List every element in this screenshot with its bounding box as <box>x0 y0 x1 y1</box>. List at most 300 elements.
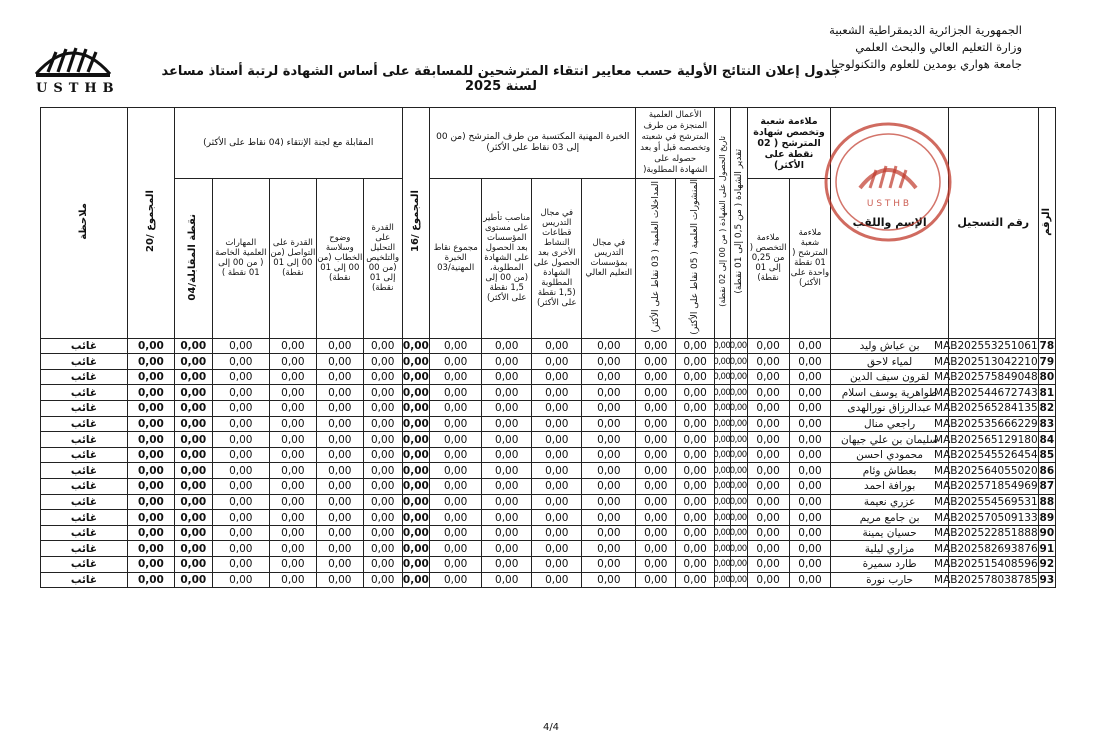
skills-value: 0,00 <box>212 385 269 401</box>
grade-value: 0,00 <box>731 572 747 588</box>
note-value: غائب <box>41 447 128 463</box>
experience-total-value: 0,00 <box>430 369 482 385</box>
teaching-other-value: 0,00 <box>532 572 582 588</box>
sum20-value: 0,00 <box>127 494 174 510</box>
teaching-higher-ed-value: 0,00 <box>582 338 636 354</box>
col-grade-header: تقدير الشهادة ( من 0,5 إلى 01 نقطة) <box>731 108 747 339</box>
experience-total-value: 0,00 <box>430 525 482 541</box>
supervision-value: 0,00 <box>482 432 532 448</box>
table-row <box>41 572 1056 588</box>
presentations-value: 0,00 <box>636 385 676 401</box>
communication-value: 0,00 <box>269 494 316 510</box>
clarity-value: 0,00 <box>316 557 363 573</box>
registration-number: MAB202565284135 <box>934 402 1038 415</box>
table-row <box>41 369 1056 385</box>
communication-value: 0,00 <box>269 510 316 526</box>
group-specialty-header: ملاءمة شعبة وتخصص شهادة المترشح ( 02 نقطة على الأكثر) <box>747 108 831 179</box>
clarity-value: 0,00 <box>316 572 363 588</box>
registration-number: MAB202564055020 <box>934 464 1038 477</box>
registration-number: MAB202522851888 <box>934 527 1038 540</box>
communication-value: 0,00 <box>269 463 316 479</box>
experience-total-value: 0,00 <box>430 401 482 417</box>
teaching-higher-ed-value: 0,00 <box>582 541 636 557</box>
date-value: 0,00 <box>715 369 731 385</box>
col-name-header: الإسم واللقب <box>831 108 948 339</box>
publications-value: 0,00 <box>676 541 715 557</box>
note-value: غائب <box>41 338 128 354</box>
date-value: 0,00 <box>715 447 731 463</box>
table-row <box>41 385 1056 401</box>
presentations-value: 0,00 <box>636 479 676 495</box>
teaching-other-value: 0,00 <box>532 369 582 385</box>
field-match-value: 0,00 <box>789 401 831 417</box>
clarity-value: 0,00 <box>316 385 363 401</box>
registration-number: MAB202578038785 <box>934 573 1038 586</box>
clarity-value: 0,00 <box>316 369 363 385</box>
note-value: غائب <box>41 463 128 479</box>
interview-score-value: 0,00 <box>174 401 212 417</box>
logo-text: USTHB <box>36 81 120 96</box>
col-sum16-header: المجموع /16 <box>402 108 430 339</box>
field-match-value: 0,00 <box>789 369 831 385</box>
registration-number: MAB202565129180 <box>934 433 1038 446</box>
candidate-name: حارب نورة <box>831 572 948 588</box>
presentations-value: 0,00 <box>636 338 676 354</box>
skills-value: 0,00 <box>212 510 269 526</box>
teaching-other-value: 0,00 <box>532 525 582 541</box>
specialty-match-value: 0,00 <box>747 525 789 541</box>
teaching-higher-ed-value: 0,00 <box>582 432 636 448</box>
skills-value: 0,00 <box>212 541 269 557</box>
registration-number: MAB202545526454 <box>934 449 1038 462</box>
analysis-value: 0,00 <box>363 541 402 557</box>
grade-value: 0,00 <box>731 447 747 463</box>
note-value: غائب <box>41 572 128 588</box>
teaching-other-value: 0,00 <box>532 354 582 370</box>
skills-value: 0,00 <box>212 432 269 448</box>
experience-total-value: 0,00 <box>430 416 482 432</box>
clarity-value: 0,00 <box>316 494 363 510</box>
clarity-value: 0,00 <box>316 525 363 541</box>
sum16-value: 0,00 <box>402 386 429 399</box>
experience-total-value: 0,00 <box>430 463 482 479</box>
table-row <box>41 510 1056 526</box>
specialty-match-value: 0,00 <box>747 432 789 448</box>
table-row <box>41 494 1056 510</box>
sum16-value: 0,00 <box>402 511 429 524</box>
sum20-value: 0,00 <box>127 541 174 557</box>
candidate-name: راجعي منال <box>831 416 948 432</box>
supervision-value: 0,00 <box>482 385 532 401</box>
sum16-value: 0,00 <box>402 355 429 368</box>
note-value: غائب <box>41 479 128 495</box>
publications-value: 0,00 <box>676 557 715 573</box>
supervision-value: 0,00 <box>482 541 532 557</box>
communication-value: 0,00 <box>269 416 316 432</box>
presentations-value: 0,00 <box>636 557 676 573</box>
date-value: 0,00 <box>715 557 731 573</box>
communication-value: 0,00 <box>269 369 316 385</box>
sum20-value: 0,00 <box>127 479 174 495</box>
publications-value: 0,00 <box>676 510 715 526</box>
experience-total-value: 0,00 <box>430 541 482 557</box>
specialty-match-value: 0,00 <box>747 572 789 588</box>
interview-score-value: 0,00 <box>174 525 212 541</box>
col-interview-score-header: نقطة المقابلة/04 <box>174 179 212 339</box>
sum20-value: 0,00 <box>127 338 174 354</box>
header-line-ministry: وزارة التعليم العالي والبحث العلمي <box>855 40 1022 54</box>
communication-value: 0,00 <box>269 541 316 557</box>
publications-value: 0,00 <box>676 416 715 432</box>
row-number: 85 <box>1039 449 1055 462</box>
teaching-higher-ed-value: 0,00 <box>582 479 636 495</box>
supervision-value: 0,00 <box>482 479 532 495</box>
header-line-republic: الجمهورية الجزائرية الديمقراطية الشعبية <box>829 23 1022 37</box>
analysis-value: 0,00 <box>363 385 402 401</box>
col-supervision-header: مناصب تأطير على مستوى المؤسسات بعد الحصول على الشهادة المطلوبة، (من 00 إلى 1,5 نقطة على الأكثر) <box>482 179 532 339</box>
col-field-match-header: ملاءمة شعبة المترشح ( 01 نقطة واحدة على الأكثر) <box>789 179 831 339</box>
analysis-value: 0,00 <box>363 401 402 417</box>
date-value: 0,00 <box>715 385 731 401</box>
grade-value: 0,00 <box>731 354 747 370</box>
candidate-name: بن عياش وليد <box>831 338 948 354</box>
skills-value: 0,00 <box>212 401 269 417</box>
experience-total-value: 0,00 <box>430 432 482 448</box>
grade-value: 0,00 <box>731 494 747 510</box>
presentations-value: 0,00 <box>636 369 676 385</box>
sum16-value: 0,00 <box>402 558 429 571</box>
interview-score-value: 0,00 <box>174 369 212 385</box>
col-reg-header: رقم التسجيل <box>948 108 1038 339</box>
sum16-value: 0,00 <box>402 464 429 477</box>
publications-value: 0,00 <box>676 338 715 354</box>
sum20-value: 0,00 <box>127 510 174 526</box>
teaching-other-value: 0,00 <box>532 338 582 354</box>
analysis-value: 0,00 <box>363 447 402 463</box>
table-row <box>41 557 1056 573</box>
specialty-match-value: 0,00 <box>747 369 789 385</box>
interview-score-value: 0,00 <box>174 494 212 510</box>
note-value: غائب <box>41 354 128 370</box>
interview-score-value: 0,00 <box>174 510 212 526</box>
note-value: غائب <box>41 369 128 385</box>
table-row <box>41 354 1056 370</box>
analysis-value: 0,00 <box>363 479 402 495</box>
skills-value: 0,00 <box>212 572 269 588</box>
specialty-match-value: 0,00 <box>747 338 789 354</box>
teaching-other-value: 0,00 <box>532 385 582 401</box>
interview-score-value: 0,00 <box>174 432 212 448</box>
specialty-match-value: 0,00 <box>747 416 789 432</box>
clarity-value: 0,00 <box>316 416 363 432</box>
presentations-value: 0,00 <box>636 354 676 370</box>
col-sum20-header: المجموع /20 <box>127 108 174 339</box>
publications-value: 0,00 <box>676 463 715 479</box>
candidate-name: محمودي احسن <box>831 447 948 463</box>
grade-value: 0,00 <box>731 525 747 541</box>
analysis-value: 0,00 <box>363 432 402 448</box>
grade-value: 0,00 <box>731 385 747 401</box>
teaching-other-value: 0,00 <box>532 479 582 495</box>
sum20-value: 0,00 <box>127 557 174 573</box>
analysis-value: 0,00 <box>363 494 402 510</box>
presentations-value: 0,00 <box>636 494 676 510</box>
skills-value: 0,00 <box>212 416 269 432</box>
field-match-value: 0,00 <box>789 447 831 463</box>
sum16-value: 0,00 <box>402 371 429 384</box>
analysis-value: 0,00 <box>363 557 402 573</box>
registration-number: MAB202515408596 <box>934 558 1038 571</box>
col-date-header: تاريخ الحصول على الشهادة ( من 00 إلى 02 نقطة) <box>715 108 731 339</box>
interview-score-value: 0,00 <box>174 416 212 432</box>
supervision-value: 0,00 <box>482 338 532 354</box>
clarity-value: 0,00 <box>316 447 363 463</box>
candidate-name: طواهرية يوسف اسلام <box>831 385 948 401</box>
table-row <box>41 463 1056 479</box>
teaching-other-value: 0,00 <box>532 416 582 432</box>
teaching-higher-ed-value: 0,00 <box>582 416 636 432</box>
usthb-logo <box>30 38 120 96</box>
skills-value: 0,00 <box>212 525 269 541</box>
field-match-value: 0,00 <box>789 479 831 495</box>
registration-number: MAB202553251061 <box>934 339 1038 352</box>
group-experience-header: الخبرة المهنية المكتسبة من طرف المترشح (من 00 إلى 03 نقاط على الأكثر) <box>430 108 636 179</box>
specialty-match-value: 0,00 <box>747 354 789 370</box>
interview-score-value: 0,00 <box>174 354 212 370</box>
note-value: غائب <box>41 494 128 510</box>
analysis-value: 0,00 <box>363 510 402 526</box>
registration-number: MAB202575849048 <box>934 371 1038 384</box>
teaching-higher-ed-value: 0,00 <box>582 525 636 541</box>
row-number: 82 <box>1039 402 1055 415</box>
clarity-value: 0,00 <box>316 354 363 370</box>
sum20-value: 0,00 <box>127 447 174 463</box>
specialty-match-value: 0,00 <box>747 541 789 557</box>
skills-value: 0,00 <box>212 479 269 495</box>
row-number: 87 <box>1039 480 1055 493</box>
results-table-body <box>41 338 1056 588</box>
supervision-value: 0,00 <box>482 463 532 479</box>
interview-score-value: 0,00 <box>174 385 212 401</box>
field-match-value: 0,00 <box>789 525 831 541</box>
sum20-value: 0,00 <box>127 401 174 417</box>
clarity-value: 0,00 <box>316 479 363 495</box>
candidate-name: بورافة احمد <box>831 479 948 495</box>
candidate-name: بن جامع مريم <box>831 510 948 526</box>
note-value: غائب <box>41 385 128 401</box>
field-match-value: 0,00 <box>789 494 831 510</box>
note-value: غائب <box>41 557 128 573</box>
sum20-value: 0,00 <box>127 369 174 385</box>
grade-value: 0,00 <box>731 416 747 432</box>
col-communication-header: القدرة على التواصل (من 00 إلى 01 نقطة) <box>269 179 316 339</box>
field-match-value: 0,00 <box>789 463 831 479</box>
communication-value: 0,00 <box>269 354 316 370</box>
registration-number: MAB202544672743 <box>934 386 1038 399</box>
field-match-value: 0,00 <box>789 572 831 588</box>
col-specialty-match-header: ملاءمة التخصص ( من 0,25 إلى 01 نقطة) <box>747 179 789 339</box>
sum20-value: 0,00 <box>127 463 174 479</box>
note-value: غائب <box>41 525 128 541</box>
interview-score-value: 0,00 <box>174 447 212 463</box>
date-value: 0,00 <box>715 338 731 354</box>
presentations-value: 0,00 <box>636 525 676 541</box>
supervision-value: 0,00 <box>482 572 532 588</box>
candidate-name: مزاري ليلية <box>831 541 948 557</box>
teaching-other-value: 0,00 <box>532 463 582 479</box>
field-match-value: 0,00 <box>789 385 831 401</box>
teaching-higher-ed-value: 0,00 <box>582 572 636 588</box>
page-title: جدول إعلان النتائج الأولية حسب معايير انتقاء المترشحين للمسابقة على أساس الشهادة لرتبة أستاذ مساعد لسنة 2025 <box>161 64 841 94</box>
specialty-match-value: 0,00 <box>747 479 789 495</box>
specialty-match-value: 0,00 <box>747 385 789 401</box>
col-clarity-header: وضوح وسلاسة الخطاب (من 00 إلى 01 نقطة) <box>316 179 363 339</box>
supervision-value: 0,00 <box>482 447 532 463</box>
header-line-university: جامعة هواري بومدين للعلوم والتكنولوجيا <box>831 57 1022 71</box>
row-number: 92 <box>1039 558 1055 571</box>
skills-value: 0,00 <box>212 354 269 370</box>
experience-total-value: 0,00 <box>430 447 482 463</box>
date-value: 0,00 <box>715 432 731 448</box>
clarity-value: 0,00 <box>316 401 363 417</box>
analysis-value: 0,00 <box>363 463 402 479</box>
teaching-other-value: 0,00 <box>532 432 582 448</box>
grade-value: 0,00 <box>731 369 747 385</box>
date-value: 0,00 <box>715 541 731 557</box>
sum20-value: 0,00 <box>127 354 174 370</box>
analysis-value: 0,00 <box>363 338 402 354</box>
note-value: غائب <box>41 401 128 417</box>
candidate-name: لقرون سيف الدين <box>831 369 948 385</box>
col-teaching-higher-ed-header: في مجال التدريس بمؤسسات التعليم العالي <box>582 179 636 339</box>
publications-value: 0,00 <box>676 479 715 495</box>
row-number: 93 <box>1039 573 1055 586</box>
date-value: 0,00 <box>715 401 731 417</box>
table-row <box>41 338 1056 354</box>
teaching-other-value: 0,00 <box>532 401 582 417</box>
communication-value: 0,00 <box>269 447 316 463</box>
presentations-value: 0,00 <box>636 401 676 417</box>
communication-value: 0,00 <box>269 401 316 417</box>
teaching-higher-ed-value: 0,00 <box>582 401 636 417</box>
col-experience-total-header: مجموع نقاط الخبرة المهنية/03 <box>430 179 482 339</box>
sum20-value: 0,00 <box>127 385 174 401</box>
registration-number: MAB202570509133 <box>934 511 1038 524</box>
presentations-value: 0,00 <box>636 463 676 479</box>
interview-score-value: 0,00 <box>174 338 212 354</box>
communication-value: 0,00 <box>269 338 316 354</box>
experience-total-value: 0,00 <box>430 338 482 354</box>
row-number: 83 <box>1039 417 1055 430</box>
row-number: 81 <box>1039 386 1055 399</box>
sum20-value: 0,00 <box>127 432 174 448</box>
skills-value: 0,00 <box>212 557 269 573</box>
university-emblem-icon <box>30 38 116 82</box>
experience-total-value: 0,00 <box>430 572 482 588</box>
candidate-name: لمياء لاحق <box>831 354 948 370</box>
registration-number: MAB202513042210 <box>934 355 1038 368</box>
date-value: 0,00 <box>715 354 731 370</box>
analysis-value: 0,00 <box>363 525 402 541</box>
interview-score-value: 0,00 <box>174 572 212 588</box>
date-value: 0,00 <box>715 572 731 588</box>
supervision-value: 0,00 <box>482 416 532 432</box>
candidate-name: عبدالرزاق نورالهدى <box>831 401 948 417</box>
table-row <box>41 416 1056 432</box>
publications-value: 0,00 <box>676 572 715 588</box>
sum16-value: 0,00 <box>402 542 429 555</box>
registration-number: MAB202535666229 <box>934 417 1038 430</box>
grade-value: 0,00 <box>731 479 747 495</box>
grade-value: 0,00 <box>731 338 747 354</box>
communication-value: 0,00 <box>269 385 316 401</box>
candidate-name: طارد سميرة <box>831 557 948 573</box>
teaching-other-value: 0,00 <box>532 447 582 463</box>
interview-score-value: 0,00 <box>174 479 212 495</box>
sum16-value: 0,00 <box>402 449 429 462</box>
group-scientific-works-header: الأعمال العلمية المنجزة من طرف المترشح في شعبته وتخصصه قبل أو بعد حصوله على الشهادة المطلوبة( <box>636 108 715 179</box>
publications-value: 0,00 <box>676 401 715 417</box>
teaching-other-value: 0,00 <box>532 541 582 557</box>
grade-value: 0,00 <box>731 432 747 448</box>
specialty-match-value: 0,00 <box>747 557 789 573</box>
supervision-value: 0,00 <box>482 354 532 370</box>
experience-total-value: 0,00 <box>430 494 482 510</box>
grade-value: 0,00 <box>731 401 747 417</box>
supervision-value: 0,00 <box>482 369 532 385</box>
presentations-value: 0,00 <box>636 432 676 448</box>
specialty-match-value: 0,00 <box>747 447 789 463</box>
field-match-value: 0,00 <box>789 510 831 526</box>
row-number: 91 <box>1039 542 1055 555</box>
row-number: 84 <box>1039 433 1055 446</box>
analysis-value: 0,00 <box>363 354 402 370</box>
experience-total-value: 0,00 <box>430 557 482 573</box>
teaching-higher-ed-value: 0,00 <box>582 385 636 401</box>
row-number: 90 <box>1039 527 1055 540</box>
col-skills-header: المهارات العلمية الخاصة ( من 00 إلى 01 نقطة ) <box>212 179 269 339</box>
specialty-match-value: 0,00 <box>747 494 789 510</box>
specialty-match-value: 0,00 <box>747 463 789 479</box>
supervision-value: 0,00 <box>482 557 532 573</box>
date-value: 0,00 <box>715 510 731 526</box>
teaching-higher-ed-value: 0,00 <box>582 557 636 573</box>
sum16-value: 0,00 <box>402 433 429 446</box>
field-match-value: 0,00 <box>789 354 831 370</box>
note-value: غائب <box>41 541 128 557</box>
note-value: غائب <box>41 416 128 432</box>
publications-value: 0,00 <box>676 354 715 370</box>
skills-value: 0,00 <box>212 447 269 463</box>
interview-score-value: 0,00 <box>174 541 212 557</box>
teaching-higher-ed-value: 0,00 <box>582 354 636 370</box>
clarity-value: 0,00 <box>316 463 363 479</box>
registration-number: MAB202582693876 <box>934 542 1038 555</box>
supervision-value: 0,00 <box>482 510 532 526</box>
analysis-value: 0,00 <box>363 572 402 588</box>
sum20-value: 0,00 <box>127 525 174 541</box>
date-value: 0,00 <box>715 416 731 432</box>
supervision-value: 0,00 <box>482 401 532 417</box>
publications-value: 0,00 <box>676 385 715 401</box>
teaching-higher-ed-value: 0,00 <box>582 494 636 510</box>
group-interview-header: المقابلة مع لجنة الإنتقاء (04 نقاط على الأكثر) <box>174 108 402 179</box>
sum16-value: 0,00 <box>402 573 429 586</box>
col-publications-header: المنشورات العلمية ( 05 نقاط على الأكثر) <box>676 179 715 339</box>
sum16-value: 0,00 <box>402 402 429 415</box>
experience-total-value: 0,00 <box>430 354 482 370</box>
grade-value: 0,00 <box>731 463 747 479</box>
